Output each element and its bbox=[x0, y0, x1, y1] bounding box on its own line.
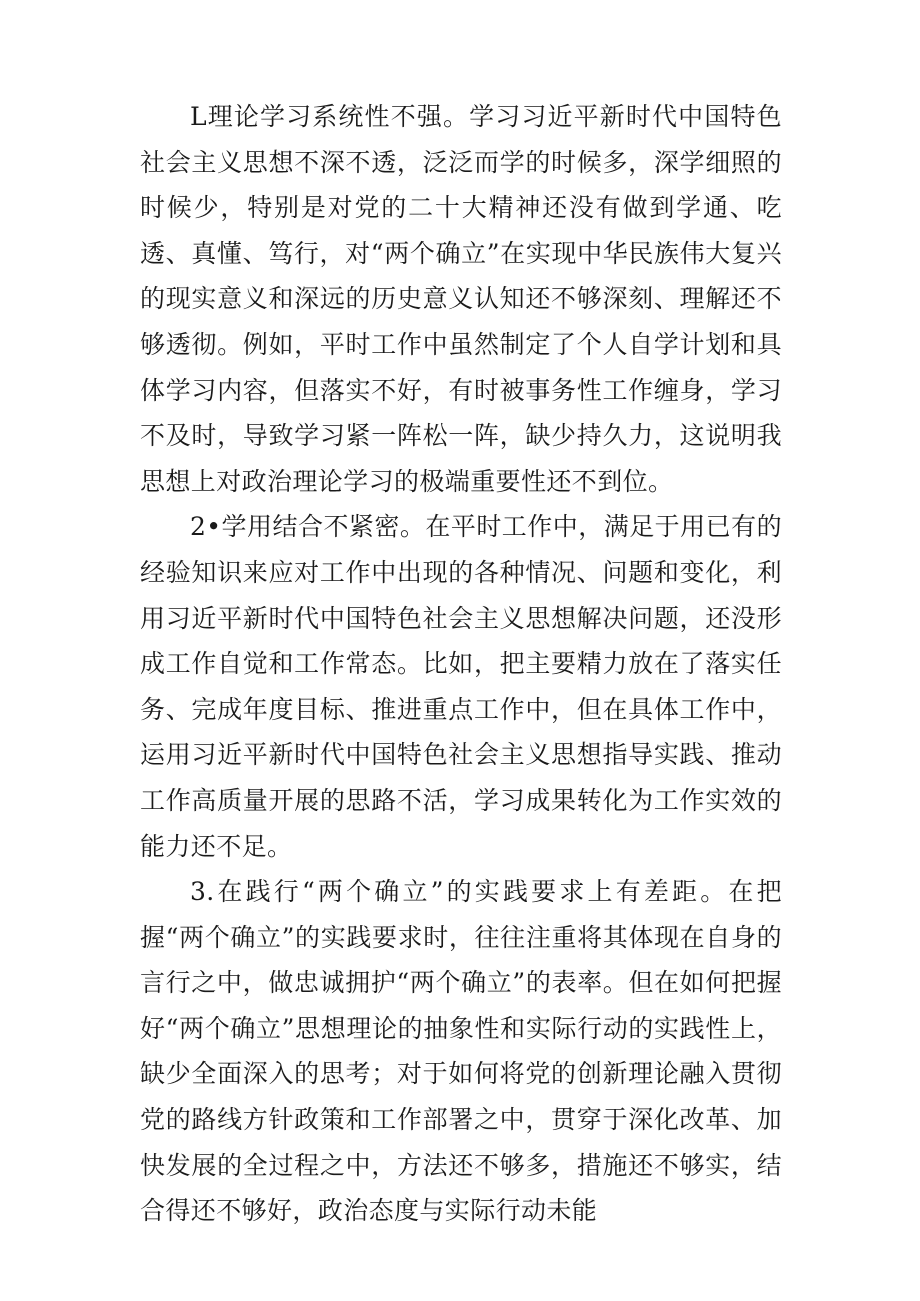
document-page bbox=[140, 94, 782, 1234]
paragraph-theory-study: L理论学习系统性不强。学习习近平新时代中国特色社会主义思想不深不透，泛泛而学的时候多，深学细照的时候少，特别是对党的二十大精神还没有做到学通、吃透、真懂、笃行，对“两个确立”在实现中华民族伟大复兴的现实意义和深远的历史意义认知还不够深刻、理解还不够透彻。例如，平时工作中虽然制定了个人自学计划和具体学习内容，但落实不好，有时被事务性工作缠身，学习不及时，导致学习紧一阵松一阵，缺少持久力，这说明我思想上对政治理论学习的极端重要性还不到位。 bbox=[140, 102, 782, 496]
paragraph-two-establishments: 3.在践行“两个确立”的实践要求上有差距。在把握“两个确立”的实践要求时，往往注重将其体现在自身的言行之中，做忠诚拥护“两个确立”的表率。但在如何把握好“两个确立”思想理论的抽象性和实际行动的实践性上，缺少全面深入的思考；对于如何将党的创新理论融入贯彻党的路线方针政策和工作部署之中，贯穿于深化改革、加快发展的全过程之中，方法还不够多，措施还不够实，结合得还不够好，政治态度与实际行动未能 bbox=[140, 877, 782, 1226]
paragraph-study-application: 2•学用结合不紧密。在平时工作中，满足于用已有的经验知识来应对工作中出现的各种情况、问题和变化，利用习近平新时代中国特色社会主义思想解决问题，还没形成工作自觉和工作常态。比如，把主要精力放在了落实任务、完成年度目标、推进重点工作中，但在具体工作中，运用习近平新时代中国特色社会主义思想指导实践、推动工作高质量开展的思路不活，学习成果转化为工作实效的能力还不足。 bbox=[140, 512, 782, 861]
